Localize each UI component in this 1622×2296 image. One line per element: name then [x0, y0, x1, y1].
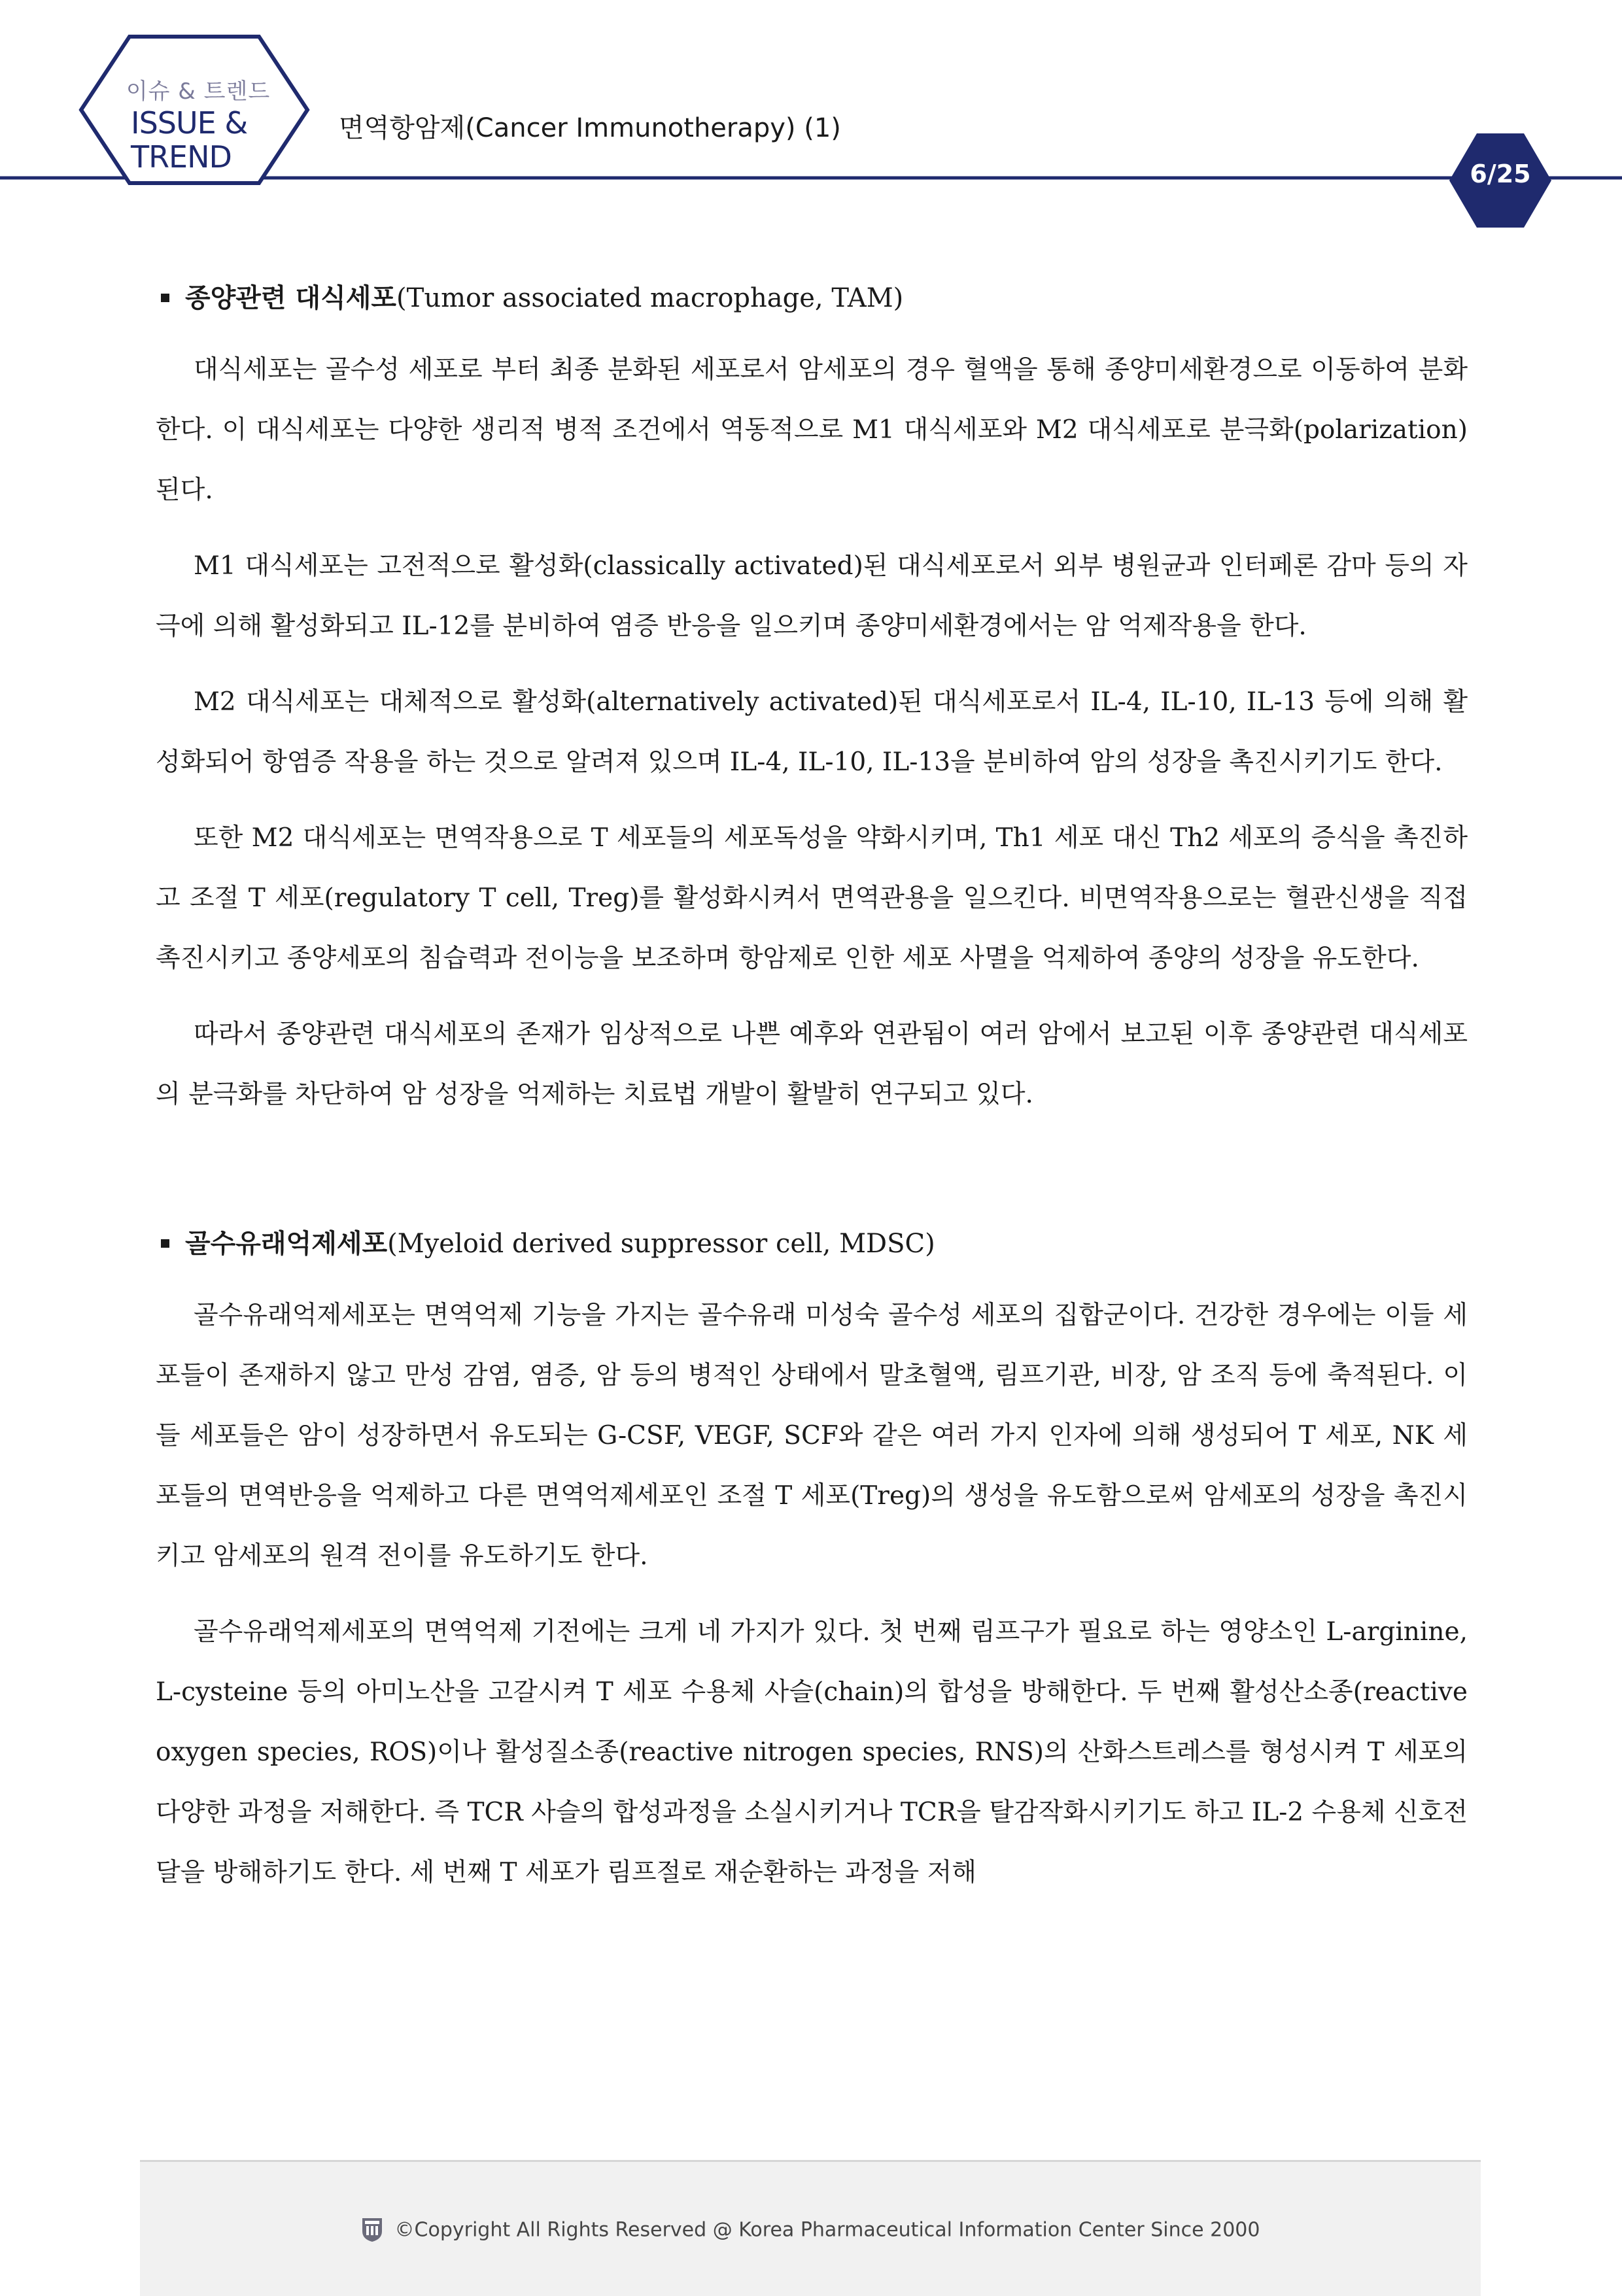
paragraph: 또한 M2 대식세포는 면역작용으로 T 세포들의 세포독성을 약화시키며, Th1 세포 대신 Th2 세포의 증식을 촉진하고 조절 T 세포(regulatory T cell, Treg)를 활성화시켜서 면역관용을 일으킨다. 비면역작용으로는 혈관신생을 직접 촉진시키고 종양세포의 침습력과 전이능을 보조하며 항암제로 인한 세포 사멸을 억제하여 종양의 성장을 유도한다.: [156, 823, 1468, 973]
paragraph: M2 대식세포는 대체적으로 활성화(alternatively activated)된 대식세포로서 IL-4, IL-10, IL-13 등에 의해 활성화되어 항염증 작용을 하는 것으로 알려져 있으며 IL-4, IL-10, IL-13을 분비하여 암의 성장을 촉진시키기도 한다.: [156, 687, 1468, 777]
square-bullet-icon: [161, 1239, 169, 1248]
section-heading-en: (Tumor associated macrophage, TAM): [396, 283, 904, 313]
paragraph: 골수유래억제세포의 면역억제 기전에는 크게 네 가지가 있다. 첫 번째 림프구가 필요로 하는 영양소인 L-arginine, L-cysteine 등의 아미노산을 고갈시켜 T 세포 수용체 사슬(chain)의 합성을 방해한다. 두 번째 활성산소종(reactive oxygen species, ROS)이나 활성질소종(reactive nitrogen species, RNS)의 산화스트레스를 형성시켜 T 세포의 다양한 과정을 저해한다. 즉 TCR 사슬의 합성과정을 소실시키거나 TCR을 탈감작화시키기도 하고 IL-2 수용체 신호전달을 방해하기도 한다. 세 번째 T 세포가 림프절로 재순환하는 과정을 저해: [156, 1617, 1468, 1887]
section-heading-en: (Myeloid derived suppressor cell, MDSC): [387, 1229, 935, 1259]
paragraph: 골수유래억제세포는 면역억제 기능을 가지는 골수유래 미성숙 골수성 세포의 집합군이다. 건강한 경우에는 이들 세포들이 존재하지 않고 만성 감염, 염증, 암 등의 병적인 상태에서 말초혈액, 림프기관, 비장, 암 조직 등에 축적된다. 이들 세포들은 암이 성장하면서 유도되는 G-CSF, VEGF, SCF와 같은 여러 가지 인자에 의해 생성되어 T 세포, NK 세포들의 면역반응을 억제하고 다른 면역억제세포인 조절 T 세포(Treg)의 생성을 유도함으로써 암세포의 성장을 촉진시키고 암세포의 원격 전이를 유도하기도 한다.: [156, 1301, 1468, 1571]
square-bullet-icon: [161, 294, 169, 302]
section-heading-tam: [156, 279, 1468, 318]
paragraph: 대식세포는 골수성 세포로 부터 최종 분화된 세포로서 암세포의 경우 혈액을 통해 종양미세환경으로 이동하여 분화한다. 이 대식세포는 다양한 생리적 병적 조건에서 역동적으로 M1 대식세포와 M2 대식세포로 분극화(polarization)된다.: [156, 355, 1468, 505]
pharmacy-logo-icon: [361, 2217, 383, 2243]
badge-line2: TREND: [131, 139, 232, 175]
paragraph: 따라서 종양관련 대식세포의 존재가 임상적으로 나쁜 예후와 연관됨이 여러 암에서 보고된 이후 종양관련 대식세포의 분극화를 차단하여 암 성장을 억제하는 치료법 개발이 활발히 연구되고 있다.: [156, 1019, 1468, 1109]
section-spacer: [156, 1140, 1468, 1224]
section-heading-ko: 골수유래억제세포: [185, 1228, 388, 1259]
page-footer: [140, 2160, 1481, 2296]
page-number: 6/25: [1470, 160, 1531, 188]
badge-line1: ISSUE &: [131, 105, 248, 141]
document-body: [156, 279, 1468, 1919]
section-heading-mdsc: [156, 1224, 1468, 1263]
copyright-text: ©Copyright All Rights Reserved @ Korea Pharmaceutical Information Center Since 2000: [394, 2218, 1260, 2242]
footer-content: [140, 2217, 1481, 2243]
section-heading-ko: 종양관련 대식세포: [185, 283, 397, 313]
paragraph: M1 대식세포는 고전적으로 활성화(classically activated)된 대식세포로서 외부 병원균과 인터페론 감마 등의 자극에 의해 활성화되고 IL-12를 분비하여 염증 반응을 일으키며 종양미세환경에서는 암 억제작용을 한다.: [156, 551, 1468, 641]
badge-top-label: 이슈 & 트렌드: [126, 78, 271, 105]
document-title: 면역항암제(Cancer Immunotherapy) (1): [339, 113, 841, 143]
